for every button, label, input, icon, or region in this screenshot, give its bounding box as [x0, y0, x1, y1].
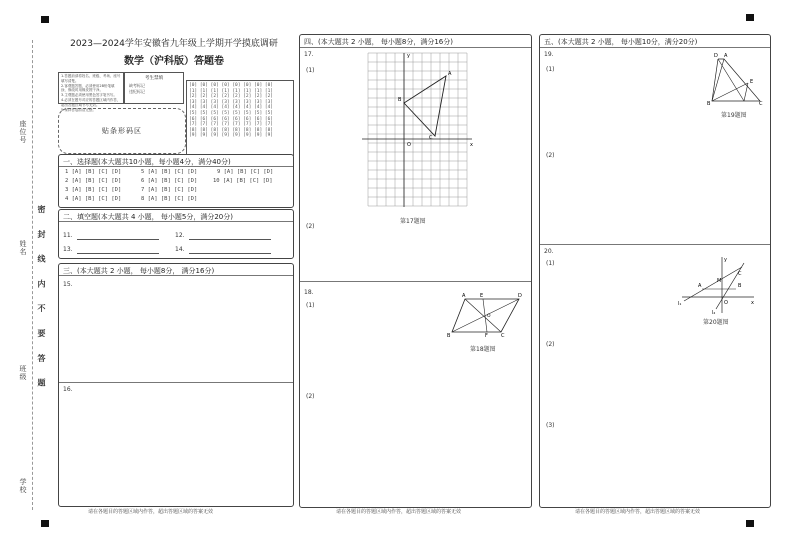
point-o: O — [487, 314, 491, 319]
figure-20-caption: 第20题图 — [703, 319, 729, 326]
q20-part3: (3) — [546, 422, 555, 429]
y-axis-label: y — [724, 257, 727, 263]
footer-note: 请在各题目的答题区域内作答，超出答题区域的答案无效 — [336, 509, 462, 515]
q17-part1: (1) — [306, 67, 315, 74]
q13-label: 13. — [63, 246, 73, 253]
q18-label: 18. — [304, 289, 314, 296]
point-a: A — [698, 283, 702, 289]
barcode-area — [58, 108, 186, 154]
section2-title: 二、填空题(本大题共 4 小题， 每小题5分，满分20分) — [63, 213, 233, 221]
barcode-label: 贴条形码区 — [102, 127, 142, 135]
q17-part2: (2) — [306, 223, 315, 230]
q12-label: 12. — [175, 232, 185, 239]
figure-19 — [704, 51, 764, 107]
point-b: B — [707, 101, 711, 107]
choice-row-8[interactable]: 8 [A] [B] [C] [D] — [141, 196, 198, 202]
figure-18-caption: 第18题图 — [470, 346, 496, 353]
q20-part2: (2) — [546, 341, 555, 348]
section-multiple-choice — [58, 154, 294, 208]
choice-row-2[interactable]: 2 [A] [B] [C] [D] — [65, 178, 122, 184]
violation-mark-label: 违纪标记 — [129, 89, 145, 94]
diagonal-bd — [452, 299, 519, 332]
notice-line: 1.答题前请将姓名、班级、考场、座号填写清楚。 — [61, 74, 121, 83]
q14-answer-line[interactable] — [189, 253, 271, 254]
exam-number-omr-grid — [186, 80, 294, 156]
section-fill-in — [58, 209, 294, 259]
section-four — [299, 34, 532, 508]
choice-row-7[interactable]: 7 [A] [B] [C] [D] — [141, 187, 198, 193]
choice-row-4[interactable]: 4 [A] [B] [C] [D] — [65, 196, 122, 202]
q19-part2: (2) — [546, 152, 555, 159]
q14-label: 14. — [175, 246, 185, 253]
point-e: E — [480, 293, 484, 299]
q20-label: 20. — [544, 248, 554, 255]
seal-line — [32, 40, 33, 510]
registration-mark — [41, 16, 49, 23]
section-three — [58, 263, 294, 507]
figure-20 — [678, 253, 758, 315]
segment-ce — [744, 83, 748, 101]
school-label: 学校 — [19, 478, 27, 494]
footer-note: 请在各题目的答题区域内作答，超出答题区域的答案无效 — [88, 509, 214, 515]
divider — [540, 244, 770, 245]
answer-sheet-subtitle: 数学（沪科版）答题卷 — [124, 56, 224, 67]
point-a: A — [724, 53, 728, 59]
registration-mark — [41, 520, 49, 527]
figure-17-grid — [358, 49, 476, 209]
point-b: B — [738, 283, 742, 289]
q18-part1: (1) — [306, 302, 315, 309]
point-b: B — [398, 97, 402, 103]
section5-title: 五、(本大题共 2 小题， 每小题10分，满分20分) — [544, 38, 698, 46]
choice-row-5[interactable]: 5 [A] [B] [C] [D] — [141, 169, 198, 175]
name-label: 姓名 — [19, 240, 27, 256]
examinee-box — [124, 72, 184, 104]
omr-digits[interactable]: [0] [0] [0] [0] [0] [0] [0] [0] [1] [1] [1] [1] [1] [1] [1] [1] [2] [2] [2] [2] [2] [2] [2] [2] [3] [3] [3] [3] [3] [3] [3] [3] [4] [4] [4] [4] [4] [4] [4] [4] [5] [5] [5] [5] [5] [5] [5] [5] [6] [6] [6] [6] [6] [6] [6] [6] [7] [7] [7] [7] [7] [7] [7] [7] [8] [8] [8] [8] [8] [8] [8] [8] [9] [9] [9] [9] [9] [9] [9] [9] — [189, 83, 273, 139]
section1-title: 一、选择题(本大题共10小题，每小题4分，满分40分) — [63, 158, 231, 166]
point-c: C — [429, 135, 433, 141]
q19-part1: (1) — [546, 66, 555, 73]
point-c: C — [738, 271, 742, 277]
class-label: 班级 — [19, 365, 27, 381]
notice-line: 4.必须在题号对应的答题区域内作答，超出答题区域书写无效。 — [61, 97, 121, 107]
choice-row-9[interactable]: 9 [A] [B] [C] [D] — [217, 169, 274, 175]
figure-17-caption: 第17题图 — [400, 218, 426, 225]
q18-part2: (2) — [306, 393, 315, 400]
figure-19-caption: 第19题图 — [721, 112, 747, 119]
notice-line: 3.主观题必须使用黑色签字笔书写。 — [61, 93, 117, 98]
point-b: B — [447, 333, 451, 337]
section4-title: 四、(本大题共 2 小题， 每小题8分，满分16分) — [304, 38, 453, 46]
divider — [59, 382, 293, 383]
divider — [300, 281, 531, 282]
line-l1 — [684, 267, 742, 301]
point-a: A — [448, 71, 452, 77]
origin-o: O — [407, 142, 411, 148]
point-c: C — [501, 333, 505, 337]
q20-part1: (1) — [546, 260, 555, 267]
q19-label: 19. — [544, 51, 554, 58]
seat-number-label: 座位号 — [19, 120, 27, 144]
q15-label: 15. — [63, 281, 73, 288]
q16-label: 16. — [63, 386, 73, 393]
choice-row-10[interactable]: 10 [A] [B] [C] [D] — [213, 178, 273, 184]
triangle-abc — [404, 76, 446, 136]
figure-18-parallelogram — [446, 291, 526, 337]
q11-answer-line[interactable] — [77, 239, 159, 240]
examinee-box-title: 考生禁填 — [145, 76, 163, 81]
y-axis-label: y — [407, 53, 410, 59]
point-d: D — [714, 53, 718, 59]
q12-answer-line[interactable] — [189, 239, 271, 240]
choice-row-3[interactable]: 3 [A] [B] [C] [D] — [65, 187, 122, 193]
q17-label: 17. — [304, 51, 314, 58]
section3-title: 三、(本大题共 2 小题， 每小题8分， 满分16分) — [63, 267, 215, 275]
line-l2-label: l₂ — [712, 310, 716, 315]
point-d: D — [518, 293, 522, 299]
line-l1-label: l₁ — [678, 301, 682, 307]
registration-mark — [746, 520, 754, 527]
x-axis-label: x — [751, 300, 754, 306]
exam-title: 2023—2024学年安徽省九年级上学期开学摸底调研 — [70, 39, 278, 49]
q11-label: 11. — [63, 232, 73, 239]
seal-warning: 密 封 线 内 不 要 答 题 — [37, 205, 46, 394]
q13-answer-line[interactable] — [77, 253, 159, 254]
choice-row-1[interactable]: 1 [A] [B] [C] [D] — [65, 169, 122, 175]
section-five — [539, 34, 771, 508]
notice-line: 5.保持答卷清洁完整。 — [61, 107, 96, 112]
origin-o: O — [724, 300, 728, 306]
point-a: A — [462, 293, 466, 299]
registration-mark — [746, 14, 754, 21]
footer-note: 请在各题目的答题区域内作答，超出答题区域的答案无效 — [575, 509, 701, 515]
point-c: C — [759, 101, 763, 107]
point-m: M — [717, 278, 722, 284]
x-axis-label: x — [470, 142, 473, 148]
absent-mark-label: 缺考标记 — [129, 83, 145, 88]
notice-box — [58, 72, 124, 112]
diagonal-ac — [465, 299, 501, 332]
choice-row-6[interactable]: 6 [A] [B] [C] [D] — [141, 178, 198, 184]
point-e: E — [750, 79, 754, 85]
notice-line: 2.客观题答题，必须使用2B铅笔填涂，修改时用橡皮擦干净。 — [61, 83, 115, 93]
segment-dc — [718, 59, 744, 101]
point-f: F — [485, 333, 488, 337]
